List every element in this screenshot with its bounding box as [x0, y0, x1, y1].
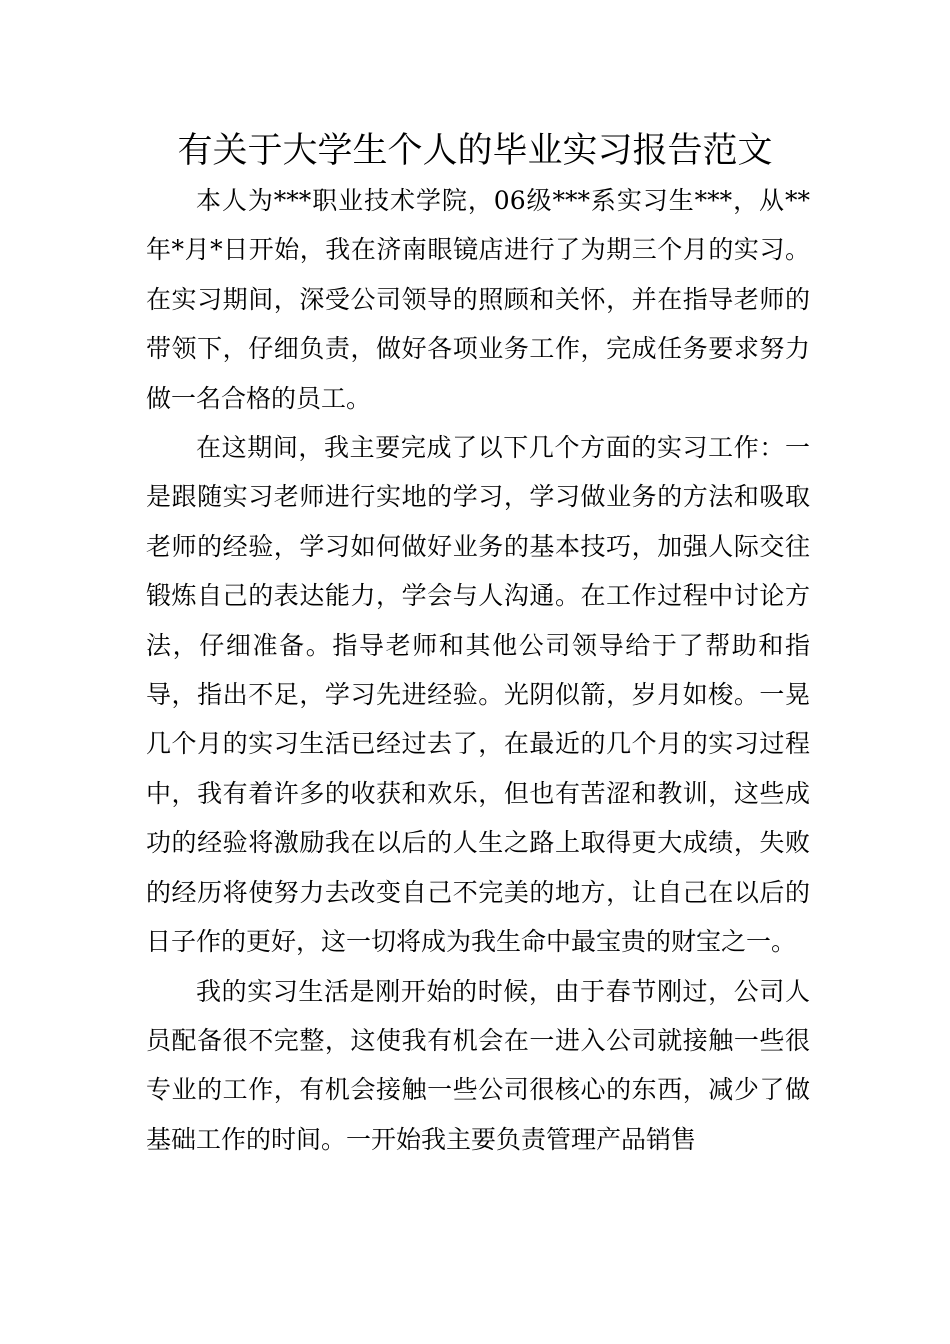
paragraph-1: 本人为***职业技术学院，06级***系实习生***，从**年*月*日开始，我在济南眼镜店进行了为期三个月的实习。在实习期间，深受公司领导的照顾和关怀，并在指导老师的带领下，仔细负责，做好各项业务工作，完成任务要求努力做一名合格的员工。 [146, 186, 810, 413]
document-title: 有关于大学生个人的毕业实习报告范文 [177, 131, 773, 171]
paragraph-2: 在这期间，我主要完成了以下几个方面的实习工作：一是跟随实习老师进行实地的学习，学习做业务的方法和吸取老师的经验，学习如何做好业务的基本技巧，加强人际交往锻炼自己的表达能力，学会与人沟通。在工作过程中讨论方法，仔细准备。指导老师和其他公司领导给于了帮助和指导，指出不足，学习先进经验。光阴似箭，岁月如梭。一晃几个月的实习生活已经过去了，在最近的几个月的实习过程中，我有着许多的收获和欢乐，但也有苦涩和教训，这些成功的经验将激励我在以后的人生之路上取得更大成绩，失败的经历将使努力去改变自己不完美的地方，让自己在以后的日子作的更好，这一切将成为我生命中最宝贵的财宝之一。 [146, 433, 810, 957]
paragraph-3: 我的实习生活是刚开始的时候，由于春节刚过，公司人员配备很不完整，这使我有机会在一进入公司就接触一些很专业的工作，有机会接触一些公司很核心的东西，减少了做基础工作的时间。一开始我主要负责管理产品销售 [146, 976, 810, 1154]
document-body [146, 176, 810, 1164]
